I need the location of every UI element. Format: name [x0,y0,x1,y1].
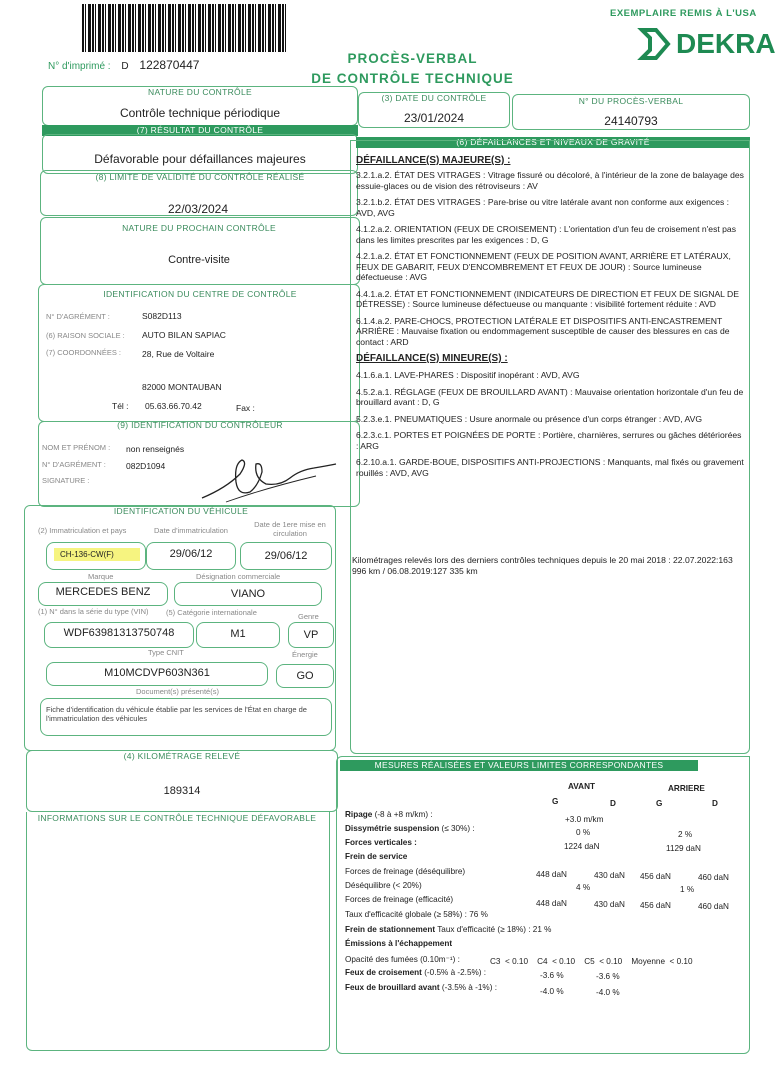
frein-stat-row [345,925,551,934]
vehicule-designation-label: Désignation commerciale [196,572,281,581]
frein-stat-value: Taux d'efficacité (≥ 18%) : 21 % [437,925,552,934]
forces-v-label: Forces verticales : [345,838,417,847]
vehicule-categorie-label: (5) Catégorie internationale [166,608,257,617]
ripage-row [345,810,433,819]
mineure-item: 4.5.2.a.1. RÉGLAGE (FEUX DE BROUILLARD AVANT) : Mauvaise orientation horizontale d'un feu de brouillard avant : D, G [356,386,744,407]
arriere-g-header: G [656,799,663,808]
mineures-list [356,370,744,478]
vehicule-immat-label: (2) Immatriculation et pays [38,526,127,535]
mineure-item: 6.2.3.c.1. PORTES ET POIGNÉES DE PORTE : Portière, charnières, serrures ou gâches détériorées : ARG [356,430,742,451]
emissions-label: Émissions à l'échappement [345,939,453,948]
ripage-limit: (-8 à +8 m/km) : [374,810,433,819]
vehicule-type-label: Type CNIT [148,648,184,657]
centre-label: IDENTIFICATION DU CENTRE DE CONTRÔLE [103,289,297,299]
fd-avd: 430 daN [594,871,625,880]
vehicule-designation: VIANO [230,588,266,600]
imprime-label: N° d'imprimé : [48,61,111,72]
centre-raison-label: (6) RAISON SOCIALE : [46,331,125,340]
majeures-list [356,170,744,347]
fd-arg: 456 daN [640,872,671,881]
vehicule-energie-label: Énergie [292,650,318,659]
dissym-av: 0 % [576,828,591,837]
centre-coord-label: (7) COORDONNÉES : [46,348,122,357]
vehicule-type: M10MCDVP603N361 [104,667,210,679]
vehicule-categorie: M1 [230,628,246,640]
fd-label: Forces de freinage (déséquilibre) [345,867,466,876]
forces-v-ar: 1129 daN [666,844,701,853]
vehicule-date-mise: 29/06/12 [264,550,308,562]
mineure-item: 6.2.10.a.1. GARDE-BOUE, DISPOSITIFS ANTI-PROJECTIONS : Manquants, mal fixés ou gravement rouillés : AVD, AVG [356,457,744,478]
vehicule-label: IDENTIFICATION DU VÉHICULE [113,506,249,516]
kilometrage-label: (4) KILOMÉTRAGE RELEVÉ [123,751,241,761]
centre-agrement-label: N° D'AGRÉMENT : [46,312,110,321]
fd-avg: 448 daN [536,870,567,879]
vehicule-date-immat: 29/06/12 [169,548,213,560]
avant-d-header: D [610,799,616,808]
deseq-label: Déséquilibre (< 20%) [345,881,422,890]
dissym-row [345,824,475,833]
controleur-agrement-label: N° D'AGRÉMENT : [42,460,106,469]
infos-box [26,812,330,1051]
mesures-bar: MESURES RÉALISÉES ET VALEURS LIMITES CORRESPONDANTES [340,760,698,771]
centre-tel-label: Tél : [112,401,129,411]
km-note: Kilométrages relevés lors des derniers contrôles techniques depuis le 20 mai 2018 : 22.07.2022:163 996 km / 06.08.2019:127 335 km [352,555,733,576]
prochain-value: Contre-visite [168,254,230,266]
forces-v-av: 1224 daN [564,842,600,851]
resultat-value: Défavorable pour défaillances majeures [94,152,306,166]
imprime-series: D [121,61,129,72]
controleur-signature-label: SIGNATURE : [42,476,90,485]
dekra-wordmark: DEKRA [676,28,776,59]
arriere-d-header: D [712,799,718,808]
prochain-label: NATURE DU PROCHAIN CONTRÔLE [122,223,276,233]
croisement-d: -3.6 % [596,972,620,981]
vehicule-genre: VP [303,629,319,641]
brouillard-g: -4.0 % [540,987,564,996]
majeures-title: DÉFAILLANCE(S) MAJEURE(S) : [356,155,511,166]
pv-value: 24140793 [604,114,658,128]
nature-label: NATURE DU CONTRÔLE [148,87,252,97]
centre-raison: AUTO BILAN SAPIAC [142,330,226,340]
barcode [82,4,288,52]
defaillances-content [356,155,744,484]
vehicule-marque-label: Marque [88,572,114,581]
validite-label: (8) LIMITE DE VALIDITÉ DU CONTRÔLE RÉALISÉ [95,172,305,182]
centre-tel: 05.63.66.70.42 [145,401,202,411]
controleur-label: (9) IDENTIFICATION DU CONTRÔLEUR [117,420,283,430]
centre-agrement: S082D113 [142,311,182,321]
vehicule-document-label: Document(s) présenté(s) [136,687,219,696]
majeure-item: 6.1.4.a.2. PARE-CHOCS, PROTECTION LATÉRALE ET DISPOSITIFS ANTI-ENCASTREMENT ARRIÈRE : Mauvaise fixation ou endommagement susceptible de causer des blessures en cas de contact : ARD [356,315,730,347]
frein-stat-label: Frein de stationnement [345,925,436,934]
kilometrage-value: 189314 [163,785,201,797]
avant-g-header: G [552,797,559,806]
signature-image [196,448,346,504]
vehicule-energie: GO [296,670,314,682]
nature-value: Contrôle technique périodique [119,106,281,120]
vehicule-vin: WDF63981313750748 [63,627,175,639]
dissym-ar: 2 % [678,830,693,839]
centre-fax-label: Fax : [236,403,255,413]
arriere-header: ARRIERE [668,784,705,793]
vehicule-date-immat-label: Date d'immatriculation [154,526,228,535]
date-label: (3) DATE DU CONTRÔLE [381,93,487,103]
majeure-item: 3.2.1.b.2. ÉTAT DES VITRAGES : Pare-brise ou vitre latérale avant non conforme aux exigences : AVD, AVG [356,197,730,218]
vehicule-document: Fiche d'identification du véhicule établie par les services de l'État en charge de l'immatriculation des véhicules [46,705,307,723]
deseq-ar: 1 % [680,885,695,894]
controleur-nom-label: NOM ET PRÉNOM : [42,443,111,452]
fe-avd: 430 daN [594,900,625,909]
imprime-number: 122870447 [139,58,200,72]
brouillard-row [345,983,497,992]
opacite-values: C3 < 0.10 C4 < 0.10 C5 < 0.10 Moyenne < 0.10 [490,957,693,966]
title-line-1: PROCÈS-VERBAL [347,51,478,66]
date-value: 23/01/2024 [403,111,465,125]
majeure-item: 4.4.1.a.2. ÉTAT ET FONCTIONNEMENT (INDICATEURS DE DIRECTION ET FEUX DE SIGNAL DE DÉTRESSE) : Source lumineuse défectueuse ou manquante : visibilité fortement réduite : AVD [356,288,739,309]
dissym-limit: (≤ 30%) : [441,824,475,833]
dekra-arrow-icon [640,28,670,60]
vehicule-immat: CH-136-CW(F) [60,550,114,559]
pv-label: N° DU PROCÈS-VERBAL [578,96,684,106]
brouillard-label: Feux de brouillard avant [345,983,440,992]
croisement-label: Feux de croisement [345,968,422,977]
controleur-agrement: 082D1094 [126,461,166,471]
exemplaire-text: EXEMPLAIRE REMIS À L'USA [610,8,757,19]
croisement-g: -3.6 % [540,971,564,980]
vehicule-date-mise-label: Date de 1ere mise en circulation [254,520,326,538]
brouillard-d: -4.0 % [596,988,620,997]
defaillances-bar: (6) DÉFAILLANCES ET NIVEAUX DE GRAVITÉ [356,137,750,148]
vehicule-genre-label: Genre [298,612,319,621]
infos-label: INFORMATIONS SUR LE CONTRÔLE TECHNIQUE DÉFAVORABLE [37,813,317,823]
croisement-limit: (-0.5% à -2.5%) : [424,968,487,977]
mineure-item: 5.2.3.e.1. PNEUMATIQUES : Usure anormale ou présence d'un corps étranger : AVD, AVG [356,413,703,424]
deseq-av: 4 % [576,883,591,892]
dissym-label: Dissymétrie suspension [345,824,440,833]
fe-ard: 460 daN [698,902,729,911]
avant-header: AVANT [568,782,595,791]
fe-arg: 456 daN [640,901,671,910]
brouillard-limit: (-3.5% à -1%) : [441,983,497,992]
fd-ard: 460 daN [698,873,729,882]
majeure-item: 4.1.2.a.2. ORIENTATION (FEUX DE CROISEMENT) : L'orientation d'un feu de croisement n'est pas dans les limites prescrites par les exigences : D, G [356,224,737,245]
ripage-label: Ripage [345,810,373,819]
croisement-row [345,968,486,977]
mineures-title: DÉFAILLANCE(S) MINEURE(S) : [356,353,508,364]
centre-ville: 82000 MONTAUBAN [142,382,222,392]
imprime-row [48,58,199,72]
validite-value: 22/03/2024 [167,202,229,216]
fe-avg: 448 daN [536,899,567,908]
dekra-logo [640,24,776,64]
taux-global: Taux d'efficacité globale (≥ 58%) : 76 % [345,910,488,919]
mineure-item: 4.1.6.a.1. LAVE-PHARES : Dispositif inopérant : AVD, AVG [356,370,580,380]
majeure-item: 4.2.1.a.2. ÉTAT ET FONCTIONNEMENT (FEUX DE POSITION AVANT, ARRIÈRE ET LATÉRAUX, FEUX DE GABARIT, FEUX D'ENCOMBREMENT ET FEUX DE JOUR) : Source lumineuse défectueuse : AVG [356,251,731,282]
vehicule-vin-label: (1) N° dans la série du type (VIN) [38,607,149,616]
title-line-2: DE CONTRÔLE TECHNIQUE [311,71,514,86]
frein-service-label: Frein de service [345,852,408,861]
vehicule-marque: MERCEDES BENZ [55,586,151,598]
fe-label: Forces de freinage (efficacité) [345,895,454,904]
opacite-label: Opacité des fumées (0.10m⁻¹) : [345,955,460,964]
centre-adresse: 28, Rue de Voltaire [142,349,215,359]
majeure-item: 3.2.1.a.2. ÉTAT DES VITRAGES : Vitrage fissuré ou décoloré, à l'intérieur de la zone de balayage des essuie-glaces ou de vision des rétroviseurs : AV [356,170,744,191]
ripage-value: +3.0 m/km [565,815,604,824]
page-title [290,49,535,89]
controleur-nom: non renseignés [126,444,185,454]
resultat-bar: (7) RÉSULTAT DU CONTRÔLE [42,125,358,136]
